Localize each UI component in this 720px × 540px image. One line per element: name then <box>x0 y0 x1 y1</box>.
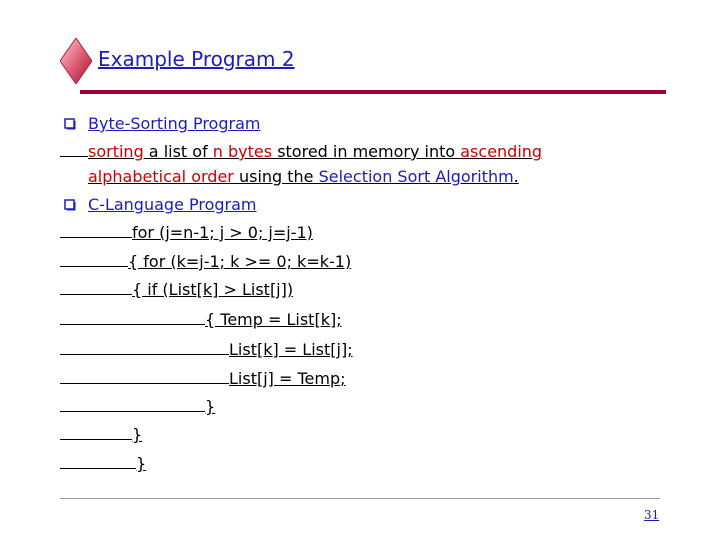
description-line-2 <box>88 167 519 187</box>
indent-leader <box>60 382 229 384</box>
bullet-c-language: C-Language Program <box>88 195 257 214</box>
footer-rule <box>60 498 660 499</box>
desc-seg-sorting: sorting <box>88 142 144 161</box>
code-text: List[j] = Temp; <box>229 369 346 388</box>
code-text: } <box>136 454 147 473</box>
checkbox-bullet-icon <box>64 118 76 130</box>
checkbox-bullet-icon <box>64 199 76 211</box>
desc-seg-period: . <box>513 167 519 186</box>
code-text: List[k] = List[j]; <box>229 340 353 359</box>
indent-leader <box>60 155 88 157</box>
desc-seg-ascending: ascending <box>460 142 543 161</box>
code-text: } <box>205 397 216 416</box>
desc-seg-a-list-of: a list of <box>143 142 213 161</box>
code-text: { for (k=j-1; k >= 0; k=k-1) <box>128 252 352 271</box>
indent-leader <box>60 323 205 325</box>
code-text: for (j=n-1; j > 0; j=j-1) <box>132 223 313 242</box>
indent-leader <box>60 265 128 267</box>
code-line <box>60 310 342 330</box>
bullet-byte-sorting: Byte-Sorting Program <box>88 114 261 133</box>
desc-seg-stored: stored in memory into <box>272 142 461 161</box>
desc-seg-algorithm: Selection Sort Algorithm <box>318 167 514 186</box>
indent-leader <box>60 353 229 355</box>
code-text: { if (List[k] > List[j]) <box>132 280 294 299</box>
indent-leader <box>60 293 132 295</box>
desc-seg-n-bytes: n bytes <box>212 142 273 161</box>
code-line <box>60 252 351 272</box>
desc-seg-using-the: using the <box>233 167 319 186</box>
description-line-1 <box>60 142 542 162</box>
desc-seg-alphabetical: alphabetical order <box>88 167 234 186</box>
code-line <box>60 280 293 300</box>
indent-leader <box>60 467 136 469</box>
code-line <box>60 454 146 474</box>
code-text: { Temp = List[k]; <box>205 310 342 329</box>
indent-leader <box>60 236 132 238</box>
indent-leader <box>60 410 205 412</box>
indent-leader <box>60 438 132 440</box>
page-number: 31 <box>644 508 660 522</box>
code-line <box>60 223 313 243</box>
page-title: Example Program 2 <box>98 47 295 71</box>
code-line <box>60 425 142 445</box>
code-line <box>60 369 346 389</box>
title-rule <box>80 90 666 94</box>
code-line <box>60 340 353 360</box>
title-diamond-icon <box>60 38 92 84</box>
code-text: } <box>132 425 143 444</box>
code-line <box>60 397 215 417</box>
